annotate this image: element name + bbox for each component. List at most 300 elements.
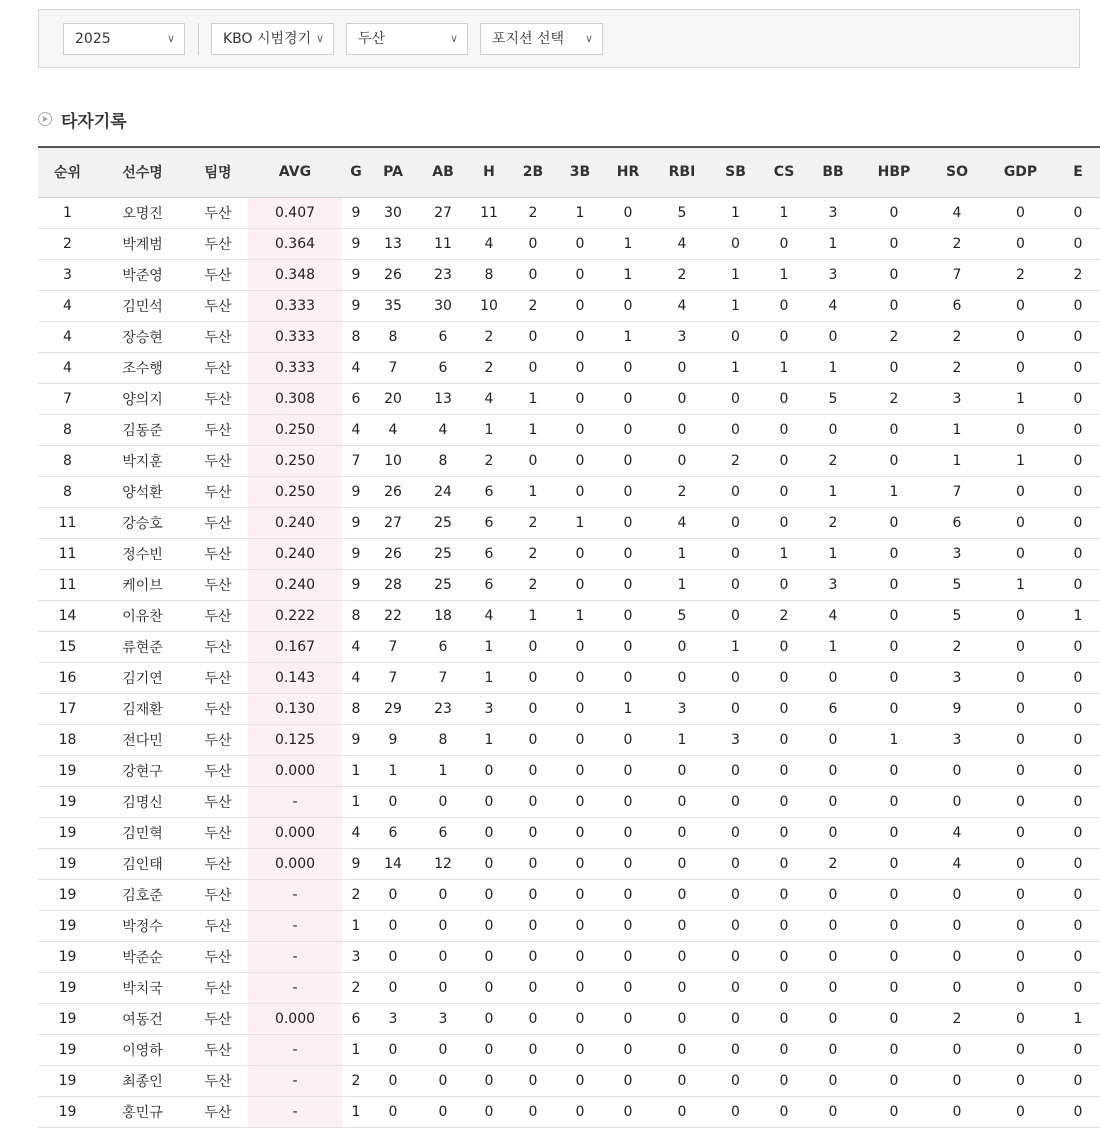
table-cell: 0: [508, 352, 558, 383]
table-cell: 1: [558, 197, 602, 228]
table-cell: 0: [508, 941, 558, 972]
table-cell: 0: [985, 972, 1056, 1003]
table-cell[interactable]: 박정수: [97, 910, 188, 941]
table-cell: 19: [38, 1034, 97, 1065]
table-cell: 두산: [188, 662, 248, 693]
table-cell[interactable]: 이유찬: [97, 600, 188, 631]
column-header[interactable]: BB: [807, 147, 859, 197]
table-cell: 1: [602, 693, 654, 724]
table-cell: 7: [370, 631, 416, 662]
table-cell: 0: [761, 724, 807, 755]
column-header[interactable]: RBI: [654, 147, 710, 197]
table-cell: 0: [1056, 941, 1100, 972]
table-cell: 4: [38, 290, 97, 321]
table-cell: 0: [761, 507, 807, 538]
table-cell: 0: [807, 724, 859, 755]
table-cell: 0: [1056, 197, 1100, 228]
table-cell: 두산: [188, 1065, 248, 1096]
column-header[interactable]: 3B: [558, 147, 602, 197]
table-cell: 0: [602, 1003, 654, 1034]
table-cell: 1: [470, 414, 508, 445]
column-header[interactable]: 선수명: [97, 147, 188, 197]
table-row: [38, 445, 1100, 476]
table-cell: 19: [38, 879, 97, 910]
table-cell[interactable]: 김동준: [97, 414, 188, 445]
table-cell: 1: [807, 631, 859, 662]
table-cell: -: [248, 972, 342, 1003]
table-cell: 0: [508, 228, 558, 259]
table-cell: 6: [807, 693, 859, 724]
table-cell: 7: [416, 662, 470, 693]
table-cell: 0: [985, 1034, 1056, 1065]
table-cell: 0: [654, 755, 710, 786]
column-header[interactable]: HBP: [859, 147, 929, 197]
table-cell: 0: [761, 879, 807, 910]
table-cell: 2: [654, 476, 710, 507]
table-cell: 0: [761, 569, 807, 600]
table-cell: 9: [342, 569, 370, 600]
table-cell: 7: [342, 445, 370, 476]
table-cell: 0: [1056, 414, 1100, 445]
table-cell: 2: [470, 352, 508, 383]
table-cell: 0: [761, 786, 807, 817]
table-cell: 27: [416, 197, 470, 228]
table-cell: 0: [985, 1065, 1056, 1096]
table-cell: -: [248, 1034, 342, 1065]
table-cell: 0: [654, 972, 710, 1003]
table-cell: -: [248, 910, 342, 941]
table-cell: 0: [859, 569, 929, 600]
table-cell: 0: [508, 755, 558, 786]
table-cell: 0: [470, 910, 508, 941]
table-cell: 0: [1056, 879, 1100, 910]
table-cell: 0: [370, 879, 416, 910]
table-cell[interactable]: 김민석: [97, 290, 188, 321]
table-cell: 6: [470, 476, 508, 507]
table-cell[interactable]: 박준영: [97, 259, 188, 290]
table-cell: 0: [761, 1003, 807, 1034]
table-cell: 0: [558, 662, 602, 693]
table-cell: 2: [38, 228, 97, 259]
table-cell[interactable]: 케이브: [97, 569, 188, 600]
table-cell: 6: [416, 321, 470, 352]
table-cell: 두산: [188, 910, 248, 941]
table-cell: 0: [470, 1034, 508, 1065]
column-header[interactable]: 팀명: [188, 147, 248, 197]
league-select[interactable]: [211, 23, 334, 55]
table-cell: 0: [602, 383, 654, 414]
table-cell: 5: [929, 600, 985, 631]
table-cell: 0: [761, 631, 807, 662]
table-cell: 4: [342, 662, 370, 693]
table-cell: 1: [654, 569, 710, 600]
table-cell: 1: [985, 569, 1056, 600]
table-cell: 0: [985, 910, 1056, 941]
table-cell: 1: [761, 197, 807, 228]
table-cell: 3: [929, 662, 985, 693]
table-cell[interactable]: 홍민규: [97, 1096, 188, 1127]
table-cell: 0: [859, 693, 929, 724]
table-cell: 0: [985, 786, 1056, 817]
table-cell: 0.000: [248, 848, 342, 879]
table-cell: 9: [342, 538, 370, 569]
table-cell: 0: [710, 507, 761, 538]
table-cell: 0: [1056, 972, 1100, 1003]
table-cell: 0: [859, 507, 929, 538]
table-cell: 0: [1056, 817, 1100, 848]
table-cell: 0: [602, 848, 654, 879]
column-header[interactable]: 2B: [508, 147, 558, 197]
table-cell: 0: [602, 755, 654, 786]
table-cell: 0: [1056, 1034, 1100, 1065]
table-cell: 0: [558, 352, 602, 383]
table-row: [38, 569, 1100, 600]
table-cell: 4: [370, 414, 416, 445]
table-row: [38, 1003, 1100, 1034]
table-cell: 0: [710, 1034, 761, 1065]
table-cell: 0: [761, 228, 807, 259]
table-cell[interactable]: 박지훈: [97, 445, 188, 476]
table-cell: 0.250: [248, 414, 342, 445]
table-cell: 18: [416, 600, 470, 631]
table-cell: 1: [710, 352, 761, 383]
table-cell: 0: [558, 693, 602, 724]
table-cell: 0: [558, 414, 602, 445]
table-cell[interactable]: 최종인: [97, 1065, 188, 1096]
table-cell: 0: [807, 972, 859, 1003]
table-cell[interactable]: 박계범: [97, 228, 188, 259]
table-cell: 0: [602, 197, 654, 228]
table-cell: 3: [38, 259, 97, 290]
table-cell: -: [248, 786, 342, 817]
table-cell: 0: [985, 755, 1056, 786]
table-cell: 18: [38, 724, 97, 755]
table-cell: 0: [985, 600, 1056, 631]
column-header[interactable]: E: [1056, 147, 1100, 197]
table-cell: 0: [710, 910, 761, 941]
table-cell: 0: [859, 1096, 929, 1127]
table-cell: 0: [859, 538, 929, 569]
table-cell: 0: [602, 662, 654, 693]
table-cell: 6: [342, 383, 370, 414]
table-cell: 0: [602, 538, 654, 569]
table-cell: 0: [508, 910, 558, 941]
table-cell: 0: [416, 786, 470, 817]
column-header[interactable]: GDP: [985, 147, 1056, 197]
table-cell: 4: [929, 197, 985, 228]
table-cell: 0: [370, 1065, 416, 1096]
table-cell[interactable]: 류현준: [97, 631, 188, 662]
table-cell[interactable]: 오명진: [97, 197, 188, 228]
table-cell[interactable]: 강승호: [97, 507, 188, 538]
position-select[interactable]: [480, 23, 603, 55]
table-cell[interactable]: 김민혁: [97, 817, 188, 848]
table-cell: 0: [558, 817, 602, 848]
table-cell: 1: [761, 538, 807, 569]
table-cell: 0: [985, 941, 1056, 972]
table-cell: 3: [416, 1003, 470, 1034]
table-cell[interactable]: 박치국: [97, 972, 188, 1003]
table-cell: 0: [929, 879, 985, 910]
table-cell: 0: [508, 1065, 558, 1096]
table-cell[interactable]: 김명신: [97, 786, 188, 817]
table-cell: 4: [654, 290, 710, 321]
table-cell: 0: [807, 879, 859, 910]
table-cell: 0: [558, 569, 602, 600]
table-cell: 0: [370, 1034, 416, 1065]
table-cell: 0: [416, 879, 470, 910]
table-cell: 0: [859, 290, 929, 321]
table-cell: 0.333: [248, 352, 342, 383]
table-cell: 1: [985, 445, 1056, 476]
table-cell: 0: [558, 259, 602, 290]
table-row: [38, 817, 1100, 848]
table-cell[interactable]: 김호준: [97, 879, 188, 910]
table-cell: 0: [761, 941, 807, 972]
table-cell: 4: [342, 414, 370, 445]
table-cell: 0: [929, 755, 985, 786]
column-header[interactable]: SB: [710, 147, 761, 197]
table-cell: 0: [470, 755, 508, 786]
year-select-value: 2025: [75, 31, 111, 47]
table-cell: 0: [859, 228, 929, 259]
column-header[interactable]: HR: [602, 147, 654, 197]
table-cell[interactable]: 김인태: [97, 848, 188, 879]
table-cell: 0: [508, 848, 558, 879]
table-cell: 0: [1056, 321, 1100, 352]
table-cell: 2: [508, 507, 558, 538]
column-header[interactable]: G: [342, 147, 370, 197]
table-row: [38, 879, 1100, 910]
table-cell: 0: [807, 1065, 859, 1096]
table-cell: 0: [1056, 910, 1100, 941]
table-cell: 6: [929, 507, 985, 538]
table-cell: 8: [416, 445, 470, 476]
table-cell: 3: [654, 693, 710, 724]
table-cell: 0: [761, 910, 807, 941]
table-cell: 2: [342, 1065, 370, 1096]
table-cell[interactable]: 장승현: [97, 321, 188, 352]
column-header[interactable]: H: [470, 147, 508, 197]
table-cell: 1: [807, 476, 859, 507]
table-cell: 9: [342, 724, 370, 755]
table-cell: 0: [508, 259, 558, 290]
table-cell: 0: [602, 1096, 654, 1127]
table-cell: 0: [602, 290, 654, 321]
table-cell[interactable]: 강현구: [97, 755, 188, 786]
table-cell: 두산: [188, 1096, 248, 1127]
table-cell: 0: [370, 941, 416, 972]
table-cell: 1: [342, 755, 370, 786]
table-row: [38, 848, 1100, 879]
table-cell: 1: [1056, 600, 1100, 631]
table-cell: 3: [807, 197, 859, 228]
table-cell: 1: [416, 755, 470, 786]
table-cell: 0: [710, 662, 761, 693]
table-cell[interactable]: 여동건: [97, 1003, 188, 1034]
table-cell: 0: [807, 817, 859, 848]
table-cell: 0: [654, 662, 710, 693]
table-cell[interactable]: 정수빈: [97, 538, 188, 569]
table-cell: 0: [416, 910, 470, 941]
table-cell: 0: [985, 879, 1056, 910]
chevron-down-icon: ∨: [449, 32, 458, 45]
table-cell: 0: [602, 972, 654, 1003]
table-cell: 0: [859, 414, 929, 445]
table-cell: 19: [38, 1065, 97, 1096]
table-cell: 두산: [188, 1003, 248, 1034]
table-cell: 2: [470, 321, 508, 352]
table-cell: 1: [859, 476, 929, 507]
table-cell: 0: [710, 972, 761, 1003]
table-cell[interactable]: 김재환: [97, 693, 188, 724]
table-cell: 1: [859, 724, 929, 755]
table-cell[interactable]: 양의지: [97, 383, 188, 414]
table-cell: 26: [370, 476, 416, 507]
table-cell: 0: [985, 817, 1056, 848]
table-cell: 0: [370, 786, 416, 817]
table-cell: 0: [761, 290, 807, 321]
table-cell: 2: [342, 879, 370, 910]
table-cell: 0: [654, 1096, 710, 1127]
table-cell: 7: [929, 259, 985, 290]
chevron-down-icon: ∨: [584, 32, 593, 45]
table-cell: 0: [807, 941, 859, 972]
table-cell: 0: [929, 1096, 985, 1127]
table-cell: 0: [602, 1065, 654, 1096]
table-cell: 0: [929, 910, 985, 941]
table-cell: 두산: [188, 1034, 248, 1065]
table-cell: 19: [38, 1003, 97, 1034]
table-cell: 1: [761, 259, 807, 290]
table-cell: 0: [508, 972, 558, 1003]
table-cell[interactable]: 김기연: [97, 662, 188, 693]
table-cell: 4: [654, 228, 710, 259]
table-cell[interactable]: 양석환: [97, 476, 188, 507]
table-cell: 5: [807, 383, 859, 414]
table-cell: 25: [416, 569, 470, 600]
column-header[interactable]: PA: [370, 147, 416, 197]
table-cell: 26: [370, 538, 416, 569]
table-cell: 30: [370, 197, 416, 228]
table-cell: 0: [859, 1034, 929, 1065]
table-cell: 0: [470, 1096, 508, 1127]
table-row: [38, 352, 1100, 383]
table-cell: 0.125: [248, 724, 342, 755]
table-cell: 3: [929, 538, 985, 569]
table-cell: 0: [985, 1096, 1056, 1127]
column-header[interactable]: AVG: [248, 147, 342, 197]
table-cell: 4: [416, 414, 470, 445]
column-header[interactable]: AB: [416, 147, 470, 197]
table-cell: 0: [710, 817, 761, 848]
table-cell: 0: [761, 1096, 807, 1127]
table-cell: 14: [370, 848, 416, 879]
table-cell: 0.000: [248, 1003, 342, 1034]
table-cell: 0: [859, 972, 929, 1003]
table-row: [38, 724, 1100, 755]
column-header[interactable]: SO: [929, 147, 985, 197]
table-cell: 0: [508, 817, 558, 848]
table-cell: 두산: [188, 197, 248, 228]
table-cell: 6: [416, 352, 470, 383]
table-cell: 0: [558, 848, 602, 879]
table-cell: 19: [38, 972, 97, 1003]
table-cell: 0: [508, 786, 558, 817]
table-cell: 0.364: [248, 228, 342, 259]
table-cell: 0: [654, 414, 710, 445]
table-cell: 0: [1056, 569, 1100, 600]
table-cell: 0: [859, 941, 929, 972]
table-cell: 4: [470, 600, 508, 631]
year-select[interactable]: [63, 23, 185, 55]
table-cell: 6: [416, 631, 470, 662]
table-cell: 2: [985, 259, 1056, 290]
table-cell: 0: [859, 755, 929, 786]
table-cell: 4: [38, 352, 97, 383]
table-row: [38, 631, 1100, 662]
table-cell: 2: [859, 321, 929, 352]
table-cell: 0: [929, 1065, 985, 1096]
table-cell: 0: [470, 941, 508, 972]
table-cell: 1: [710, 290, 761, 321]
table-cell: 17: [38, 693, 97, 724]
table-cell: 12: [416, 848, 470, 879]
table-cell: 0: [602, 569, 654, 600]
table-cell: 9: [342, 259, 370, 290]
table-cell: 11: [470, 197, 508, 228]
table-cell[interactable]: 박준순: [97, 941, 188, 972]
table-cell: 0: [1056, 786, 1100, 817]
table-cell: 0: [859, 631, 929, 662]
table-cell: 0: [807, 910, 859, 941]
column-header[interactable]: 순위: [38, 147, 97, 197]
table-row: [38, 786, 1100, 817]
play-circle-icon: [38, 112, 52, 126]
table-row: [38, 972, 1100, 1003]
table-cell: 4: [807, 290, 859, 321]
table-cell: 0: [1056, 507, 1100, 538]
table-cell: 11: [416, 228, 470, 259]
table-cell: 0: [1056, 693, 1100, 724]
table-cell: 0: [761, 445, 807, 476]
table-cell: 20: [370, 383, 416, 414]
table-cell: 두산: [188, 538, 248, 569]
table-cell: 0: [761, 1034, 807, 1065]
table-cell: 0: [558, 445, 602, 476]
table-cell: -: [248, 1065, 342, 1096]
table-cell: 9: [370, 724, 416, 755]
table-cell: 두산: [188, 941, 248, 972]
table-cell[interactable]: 조수행: [97, 352, 188, 383]
table-cell: 0: [985, 414, 1056, 445]
table-cell: 1: [710, 197, 761, 228]
table-cell[interactable]: 이영하: [97, 1034, 188, 1065]
table-cell[interactable]: 전다민: [97, 724, 188, 755]
table-cell: 0: [470, 972, 508, 1003]
table-cell: 1: [470, 662, 508, 693]
table-cell: 9: [342, 197, 370, 228]
column-header[interactable]: CS: [761, 147, 807, 197]
table-cell: 9: [342, 476, 370, 507]
table-cell: 11: [38, 569, 97, 600]
table-cell: 0: [508, 662, 558, 693]
table-cell: 두산: [188, 383, 248, 414]
table-cell: 3: [929, 383, 985, 414]
team-select[interactable]: [346, 23, 468, 55]
table-cell: 0: [654, 383, 710, 414]
table-cell: 두산: [188, 569, 248, 600]
